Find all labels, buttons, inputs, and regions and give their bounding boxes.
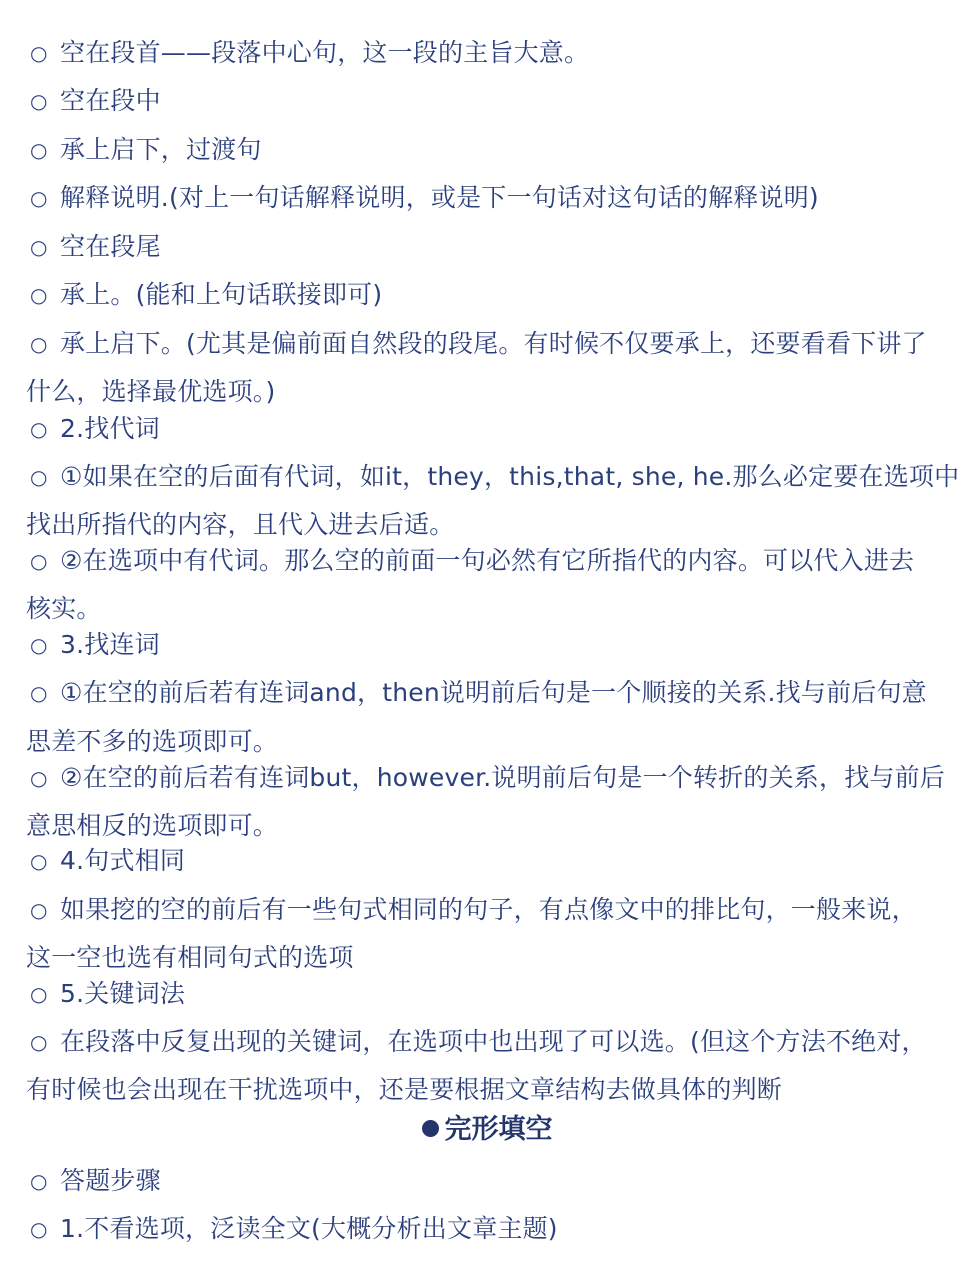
list-item: ○ 如果挖的空的前后有一些句式相同的句子，有点像文中的排比句，一般来说， — [26, 887, 956, 933]
hollow-circle-bullet-icon: ○ — [30, 283, 48, 307]
list-item: ○ 承上启下，过渡句 — [26, 127, 956, 173]
list-item: ○ ①如果在空的后面有代词，如it，they，this,that, she, he.那么必定要在选项中 — [26, 454, 956, 500]
list-item-continuation: 什么，选择最优选项。) — [26, 377, 276, 406]
hollow-circle-bullet-icon: ○ — [30, 235, 48, 259]
list-item: ○ 空在段首——段落中心句，这一段的主旨大意。 — [26, 30, 956, 76]
list-item: ○ ②在空的前后若有连词but，however.说明前后句是一个转折的关系，找与前后 — [26, 755, 956, 801]
list-item-continuation: 这一空也选有相同句式的选项 — [26, 943, 354, 972]
list-item: ○ ①在空的前后若有连词and，then说明前后句是一个顺接的关系.找与前后句意 — [26, 670, 956, 716]
list-item: ○ 解释说明.(对上一句话解释说明，或是下一句话对这句话的解释说明) — [26, 175, 956, 221]
hollow-circle-bullet-icon: ○ — [30, 549, 48, 573]
hollow-circle-bullet-icon: ○ — [30, 465, 48, 489]
hollow-circle-bullet-icon: ○ — [30, 633, 48, 657]
hollow-circle-bullet-icon: ○ — [30, 138, 48, 162]
hollow-circle-bullet-icon: ○ — [30, 332, 48, 356]
list-item: ○ 承上。(能和上句话联接即可) — [26, 272, 956, 318]
list-item: ○ 在段落中反复出现的关键词，在选项中也出现了可以选。(但这个方法不绝对， — [26, 1019, 956, 1065]
list-item: ○ 5.关键词法 — [26, 971, 956, 1017]
list-item: ○ 空在段尾 — [26, 224, 956, 270]
list-item-continuation: 意思相反的选项即可。 — [26, 811, 279, 840]
list-item: ○ ②在选项中有代词。那么空的前面一句必然有它所指代的内容。可以代入进去 — [26, 538, 956, 584]
list-item: ○ 承上启下。(尤其是偏前面自然段的段尾。有时候不仅要承上，还要看看下讲了 — [26, 321, 956, 367]
list-item: ○ 空在段中 — [26, 78, 956, 124]
hollow-circle-bullet-icon: ○ — [30, 849, 48, 873]
hollow-circle-bullet-icon: ○ — [30, 982, 48, 1006]
filled-circle-bullet-icon — [422, 1120, 439, 1137]
list-item-continuation: 找出所指代的内容，且代入进去后适。 — [26, 510, 455, 539]
list-item: ○ 答题步骤 — [26, 1158, 956, 1204]
list-item: ○ 1.不看选项，泛读全文(大概分析出文章主题) — [26, 1206, 956, 1252]
list-item-continuation: 思差不多的选项即可。 — [26, 727, 279, 756]
list-item: ○ 2.找代词 — [26, 406, 956, 452]
hollow-circle-bullet-icon: ○ — [30, 898, 48, 922]
hollow-circle-bullet-icon: ○ — [30, 1169, 48, 1193]
hollow-circle-bullet-icon: ○ — [30, 1217, 48, 1241]
hollow-circle-bullet-icon: ○ — [30, 41, 48, 65]
section-heading: 完形填空 — [0, 1107, 974, 1153]
list-item: ○ 3.找连词 — [26, 622, 956, 668]
hollow-circle-bullet-icon: ○ — [30, 681, 48, 705]
list-item: ○ 4.句式相同 — [26, 838, 956, 884]
hollow-circle-bullet-icon: ○ — [30, 1030, 48, 1054]
list-item-continuation: 核实。 — [26, 594, 102, 623]
hollow-circle-bullet-icon: ○ — [30, 766, 48, 790]
list-item-continuation: 有时候也会出现在干扰选项中，还是要根据文章结构去做具体的判断 — [26, 1075, 783, 1104]
hollow-circle-bullet-icon: ○ — [30, 89, 48, 113]
hollow-circle-bullet-icon: ○ — [30, 417, 48, 441]
hollow-circle-bullet-icon: ○ — [30, 186, 48, 210]
